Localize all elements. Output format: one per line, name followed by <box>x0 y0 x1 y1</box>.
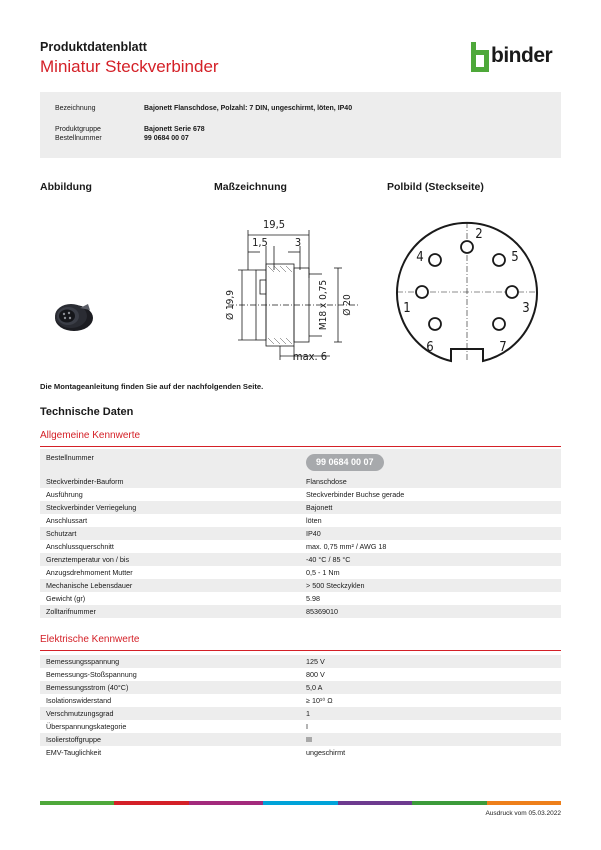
electrical-value: ≥ 10¹⁰ Ω <box>306 696 333 705</box>
pin-2-label: 2 <box>475 227 483 242</box>
general-row <box>40 501 561 514</box>
pin-5-contact <box>493 254 505 266</box>
electrical-label: Bemessungs-Stoßspannung <box>46 670 137 679</box>
pin-1-label: 1 <box>403 301 411 316</box>
pin-1-contact <box>416 286 428 298</box>
pin-4-contact <box>429 254 441 266</box>
dim-top-label: 19,5 <box>262 218 286 231</box>
pin-2-contact <box>461 241 473 253</box>
electrical-value: 800 V <box>306 670 325 679</box>
electrical-row <box>40 694 561 707</box>
general-row <box>40 605 561 618</box>
general-value: 0,5 - 1 Nm <box>306 568 340 577</box>
general-label: Steckverbinder-Bauform <box>46 477 124 486</box>
general-row <box>40 553 561 566</box>
general-heading: Allgemeine Kennwerte <box>40 430 141 441</box>
general-label: Mechanische Lebensdauer <box>46 581 133 590</box>
info-value-bestellnummer: 99 0684 00 07 <box>144 135 189 142</box>
general-value: max. 0,75 mm² / AWG 18 <box>306 542 387 551</box>
electrical-label: Isolationswiderstand <box>46 696 112 705</box>
electrical-label: Verschmutzungsgrad <box>46 709 114 718</box>
info-value-bezeichnung: Bajonett Flanschdose, Polzahl: 7 DIN, ungeschirmt, löten, IP40 <box>144 105 353 112</box>
pole-diagram <box>388 213 546 371</box>
electrical-label: Bemessungsspannung <box>46 657 120 666</box>
electrical-value: III <box>306 735 312 744</box>
electrical-row <box>40 655 561 668</box>
general-row <box>40 488 561 501</box>
doc-title: Produktdatenblatt <box>40 40 147 54</box>
electrical-label: EMV-Tauglichkeit <box>46 748 102 757</box>
general-value: Steckverbinder Buchse gerade <box>306 490 405 499</box>
pin-3-contact <box>506 286 518 298</box>
footer-color-segment <box>263 801 337 805</box>
footer-color-segment <box>338 801 412 805</box>
electrical-value: 125 V <box>306 657 325 666</box>
footer-color-bar <box>40 801 561 805</box>
general-label: Anschlussart <box>46 516 88 525</box>
footer-color-segment <box>487 801 561 805</box>
general-label: Steckverbinder Verriegelung <box>46 503 137 512</box>
electrical-label: Isolierstoffgruppe <box>46 735 102 744</box>
mounting-note: Die Montageanleitung finden Sie auf der nachfolgenden Seite. <box>40 382 264 391</box>
pin-5-label: 5 <box>511 250 519 265</box>
dimension-drawing <box>218 208 368 368</box>
electrical-value: I <box>306 722 308 731</box>
electrical-row <box>40 746 561 759</box>
pin-4-label: 4 <box>416 250 424 265</box>
heading-masszeichnung: Maßzeichnung <box>214 181 287 193</box>
heading-abbildung: Abbildung <box>40 181 92 193</box>
general-value: > 500 Steckzyklen <box>306 581 365 590</box>
logo-text: binder <box>491 44 553 67</box>
binder-logo-mark <box>469 40 491 74</box>
footer-color-segment <box>189 801 263 805</box>
pin-7-label: 7 <box>499 340 507 355</box>
order-number-label: Bestellnummer <box>46 453 94 462</box>
general-label: Anzugsdrehmoment Mutter <box>46 568 133 577</box>
info-label-produktgruppe: Produktgruppe <box>55 126 101 133</box>
binder-logo <box>469 40 564 74</box>
electrical-row <box>40 668 561 681</box>
pin-3-label: 3 <box>522 301 530 316</box>
info-value-produktgruppe: Bajonett Serie 678 <box>144 126 205 133</box>
electrical-value: 5,0 A <box>306 683 323 692</box>
general-row <box>40 592 561 605</box>
general-rule <box>40 446 561 447</box>
electrical-rule <box>40 650 561 651</box>
electrical-label: Überspannungskategorie <box>46 722 127 731</box>
dim-1-label: 1,5 <box>252 236 268 249</box>
general-label: Zolltarifnummer <box>46 607 96 616</box>
info-label-bestellnummer: Bestellnummer <box>55 135 102 142</box>
general-label: Grenztemperatur von / bis <box>46 555 130 564</box>
general-row <box>40 475 561 488</box>
general-label: Gewicht (gr) <box>46 594 86 603</box>
pin-6-label: 6 <box>426 340 434 355</box>
print-date: Ausdruck vom 05.03.2022 <box>485 810 561 817</box>
electrical-row <box>40 681 561 694</box>
general-label: Ausführung <box>46 490 83 499</box>
general-row <box>40 566 561 579</box>
electrical-row <box>40 707 561 720</box>
dim-left-label: Ø 19,9 <box>225 290 236 320</box>
general-value: löten <box>306 516 322 525</box>
electrical-row <box>40 733 561 746</box>
electrical-value: ungeschirmt <box>306 748 346 757</box>
order-number-row <box>40 449 561 475</box>
general-value: Flanschdose <box>306 477 347 486</box>
pin-6-contact <box>429 318 441 330</box>
general-row <box>40 579 561 592</box>
heading-polbild: Polbild (Steckseite) <box>387 181 484 193</box>
electrical-heading: Elektrische Kennwerte <box>40 634 140 645</box>
product-image <box>50 296 96 336</box>
dim-thread-label: M18 x 0,75 <box>318 279 329 331</box>
general-row <box>40 540 561 553</box>
general-value: Bajonett <box>306 503 333 512</box>
info-label-bezeichnung: Bezeichnung <box>55 105 96 112</box>
general-value: 5.98 <box>306 594 320 603</box>
general-row <box>40 514 561 527</box>
technical-data-title: Technische Daten <box>40 406 134 418</box>
general-value: IP40 <box>306 529 321 538</box>
electrical-row <box>40 720 561 733</box>
pin-7-contact <box>493 318 505 330</box>
dim-right-label: Ø 20 <box>342 294 353 316</box>
order-number-badge: 99 0684 00 07 <box>306 454 384 471</box>
info-box <box>40 92 561 158</box>
footer-color-segment <box>114 801 188 805</box>
footer-color-segment <box>412 801 486 805</box>
footer-color-segment <box>40 801 114 805</box>
general-row <box>40 527 561 540</box>
electrical-label: Bemessungsstrom (40°C) <box>46 683 129 692</box>
dim-2-label: 3 <box>294 236 302 249</box>
doc-subtitle: Miniatur Steckverbinder <box>40 57 219 76</box>
electrical-value: 1 <box>306 709 310 718</box>
dim-bottom-label: max. 6 <box>292 350 328 363</box>
general-label: Anschlussquerschnitt <box>46 542 114 551</box>
general-value: -40 °C / 85 °C <box>306 555 351 564</box>
general-label: Schutzart <box>46 529 77 538</box>
general-value: 85369010 <box>306 607 338 616</box>
